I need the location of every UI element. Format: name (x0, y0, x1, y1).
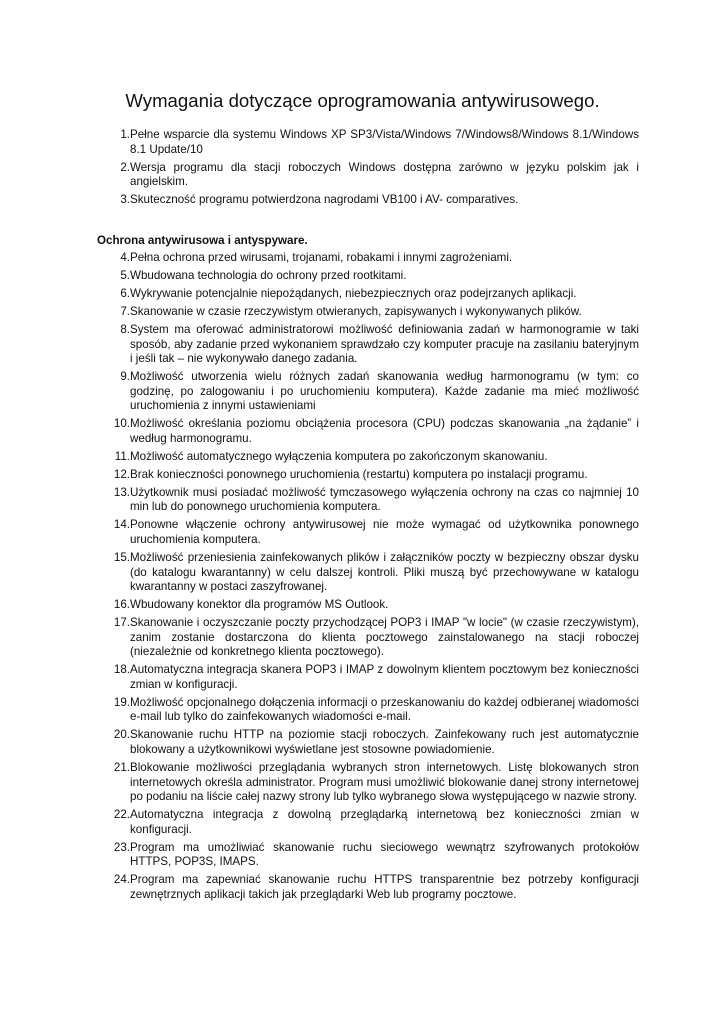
item-number: 22. (113, 808, 130, 822)
item-number: 1. (120, 128, 130, 141)
item-number: 16. (113, 598, 130, 612)
item-number: 4. (120, 251, 130, 264)
list-item (97, 417, 639, 446)
item-number: 14. (113, 518, 130, 532)
item-text: Możliwość przeniesienia zainfekowanych plików i załączników poczty w bezpieczny obszar dysku (do katalogu kwarantanny) w celu dalszej kontroli. Pliki muszą być przechowywane w katalogu kwarantanny w postaci zaszyfrowanej. (130, 550, 639, 594)
list-item (97, 873, 639, 902)
item-number: 21. (113, 761, 130, 775)
item-text: Wbudowany konektor dla programów MS Outlook. (130, 598, 389, 612)
item-text: Program ma zapewniać skanowanie ruchu HTTPS transparentnie bez potrzeby konfiguracji zewnętrznych aplikacji takich jak przeglądarki Web lub programy pocztowe. (130, 873, 639, 901)
item-text: Program ma umożliwiać skanowanie ruchu sieciowego wewnątrz szyfrowanych protokołów HTTPS, POP3S, IMAPS. (130, 840, 639, 869)
item-text: Możliwość automatycznego wyłączenia komputera po zakończonym skanowaniu. (130, 449, 548, 463)
list-item (97, 193, 639, 208)
item-text: Wersja programu dla stacji roboczych Windows dostępna zarówno w języku polskim jak i angielskim. (130, 160, 639, 189)
item-text: Skanowanie i oczyszczanie poczty przychodzącej POP3 i IMAP "w locie" (w czasie rzeczywistym), zanim zostanie dostarczona do klienta pocztowego zainstalowanego na stacji roboczej (niezależnie od konkretnego klienta pocztowego). (130, 616, 639, 659)
item-number: 3. (120, 193, 130, 207)
item-text: Możliwość określania poziomu obciążenia procesora (CPU) podczas skanowania „na żądanie” i według harmonogramu. (130, 417, 639, 445)
item-number: 17. (113, 616, 130, 630)
list-item (97, 287, 639, 302)
item-text: Brak konieczności ponownego uruchomienia (restartu) komputera po instalacji programu. (130, 467, 588, 481)
list-item (97, 518, 639, 547)
item-number: 6. (120, 286, 130, 300)
item-number: 12. (113, 467, 130, 481)
item-number: 10. (113, 417, 130, 431)
list-item (97, 161, 639, 190)
list-item (97, 551, 639, 595)
item-text: Blokowanie możliwości przeglądania wybranych stron internetowych. Listę blokowanych stron internetowych określa administrator. Program musi umożliwić blokowanie danej strony internetowej po podaniu na liście całej nazwy strony lub tylko wybranego słowa występującego w nazwie strony. (130, 761, 639, 804)
item-number: 8. (120, 322, 130, 336)
list-item (97, 808, 639, 837)
item-number: 15. (113, 550, 130, 564)
item-text: Wykrywanie potencjalnie niepożądanych, niebezpiecznych oraz podejrzanych aplikacji. (130, 286, 577, 300)
list-item (97, 128, 639, 157)
item-number: 13. (113, 485, 130, 499)
section-heading: Ochrona antywirusowa i antyspyware. (97, 234, 308, 247)
item-text: Wbudowana technologia do ochrony przed rootkitami. (130, 268, 407, 282)
item-number: 7. (120, 304, 130, 318)
item-text: System ma oferować administratorowi możliwość definiowania zadań w harmonogramie w taki sposób, aby zadanie przed wykonaniem sprawdzało czy komputer pracuje na zasilaniu bateryjnym i jeśli tak – nie wykonywało danego zadania. (130, 322, 639, 366)
item-text: Skuteczność programu potwierdzona nagrodami VB100 i AV- comparatives. (130, 193, 519, 207)
item-text: Możliwość utworzenia wielu różnych zadań skanowania według harmonogramu (w tym: co godzinę, po zalogowaniu i po uruchomieniu komputera). Każde zadanie ma mieć możliwość uruchomienia z innymi ustawieniami (130, 370, 639, 413)
list-item (97, 663, 639, 692)
list-item (97, 468, 639, 483)
item-number: 19. (113, 695, 130, 709)
item-number: 18. (113, 663, 130, 677)
item-text: Skanowanie w czasie rzeczywistym otwieranych, zapisywanych i wykonywanych plików. (130, 304, 582, 318)
list-item (97, 269, 639, 284)
item-text: Skanowanie ruchu HTTP na poziomie stacji roboczych. Zainfekowany ruch jest automatycznie blokowany a użytkownikowi wyświetlane jest stosowne powiadomienie. (130, 728, 639, 757)
item-text: Pełne wsparcie dla systemu Windows XP SP3/Vista/Windows 7/Windows8/Windows 8.1/Windows 8.1 Update/10 (130, 128, 639, 156)
item-number: 11. (114, 449, 130, 463)
item-text: Ponowne włączenie ochrony antywirusowej nie może wymagać od użytkownika ponownego uruchomienia komputera. (130, 518, 639, 546)
item-number: 9. (120, 370, 130, 384)
list-item (97, 305, 639, 320)
document-title: Wymagania dotyczące oprogramowania antywirusowego. (125, 90, 600, 111)
item-text: Automatyczna integracja skanera POP3 i IMAP z dowolnym klientem pocztowym bez konieczności zmian w konfiguracji. (130, 663, 639, 691)
requirements-list (97, 251, 639, 906)
item-text: Pełna ochrona przed wirusami, trojanami, robakami i innymi zagrożeniami. (130, 251, 513, 264)
item-number: 5. (120, 268, 130, 282)
list-item (97, 598, 639, 613)
item-number: 20. (113, 728, 130, 742)
list-item (97, 370, 639, 414)
item-number: 2. (120, 160, 130, 174)
intro-list (97, 128, 639, 211)
list-item (97, 251, 639, 266)
list-item (97, 616, 639, 660)
list-item (97, 696, 639, 725)
item-text: Automatyczna integracja z dowolną przeglądarką internetową bez konieczności zmian w konfiguracji. (130, 808, 639, 836)
list-item (97, 450, 639, 465)
list-item (97, 841, 639, 870)
item-number: 24. (113, 873, 130, 887)
item-text: Użytkownik musi posiadać możliwość tymczasowego wyłączenia ochrony na czas co najmniej 10 min lub do ponownego uruchomienia komputera. (130, 485, 639, 514)
item-number: 23. (113, 840, 130, 854)
list-item (97, 761, 639, 805)
item-text: Możliwość opcjonalnego dołączenia informacji o przeskanowaniu do każdej odbieranej wiadomości e-mail lub tylko do zainfekowanych wiadomości e-mail. (130, 695, 639, 724)
list-item (97, 486, 639, 515)
list-item (97, 323, 639, 367)
list-item (97, 728, 639, 757)
